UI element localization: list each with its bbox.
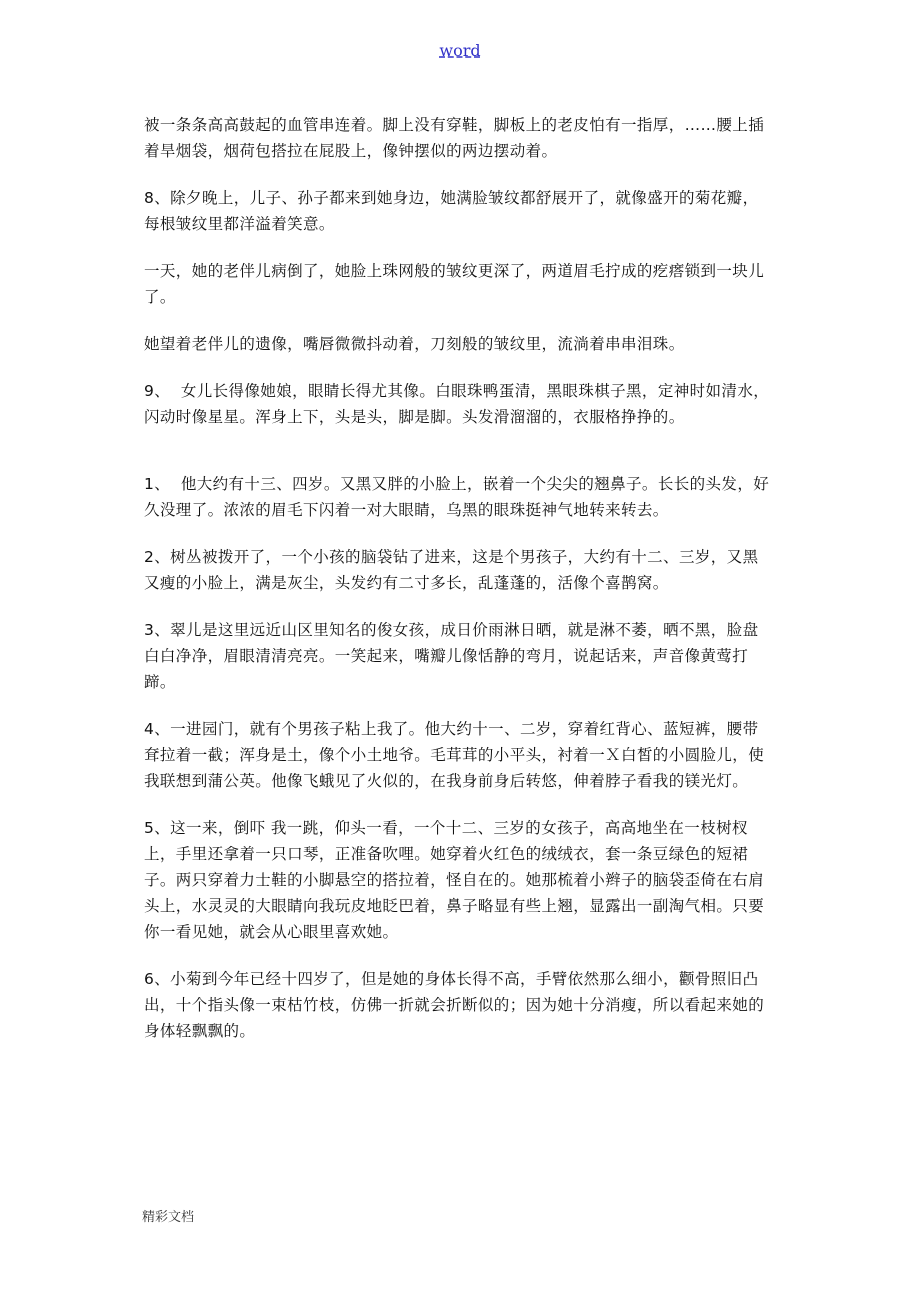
paragraph: 6、小菊到今年已经十四岁了，但是她的身体长得不高，手臂依然那么细小，颧骨照旧凸出，十个指头像一束枯竹枝，仿佛一折就会折断似的；因为她十分消瘦，所以看起来她的身体轻飘飘的。 [144, 970, 765, 1040]
document-body [144, 112, 774, 1065]
paragraph: 5、这一来，倒吓 我一跳，仰头一看，一个十二、三岁的女孩子，高高地坐在一枝树杈上，手里还拿着一只口琴，正准备吹哩。她穿着火红色的绒绒衣，套一条豆绿色的短裙子。两只穿着力士鞋的小脚悬空的搭拉着，怪自在的。她那梳着小辫子的脑袋歪倚在右肩头上，水灵灵的大眼睛向我玩皮地眨巴着，鼻子略显有些上翘，显露出一副淘气相。只要你一看见她，就会从心眼里喜欢她。 [144, 819, 765, 941]
paragraph: 4、一进园门，就有个男孩子粘上我了。他大约十一、二岁，穿着红背心、蓝短裤，腰带耷拉着一截；浑身是土，像个小土地爷。毛茸茸的小平头，衬着一Ｘ白皙的小圆脸儿，使我联想到蒲公英。他像飞蛾见了火似的，在我身前身后转悠，伸着脖子看我的镁光灯。 [144, 720, 765, 790]
paragraph: 9、 女儿长得像她娘，眼睛长得尤其像。白眼珠鸭蛋清，黑眼珠棋子黑，定神时如清水，闪动时像星星。浑身上下，头是头，脚是脚。头发滑溜溜的，衣服格挣挣的。 [144, 382, 770, 426]
paragraph: 被一条条高高鼓起的血管串连着。脚上没有穿鞋，脚板上的老皮怕有一指厚，……腰上插着旱烟袋，烟荷包搭拉在屁股上，像钟摆似的两边摆动着。 [144, 116, 765, 160]
paragraph: 2、树丛被拨开了，一个小孩的脑袋钻了进来，这是个男孩子，大约有十二、三岁，又黑又瘦的小脸上，满是灰尘，头发约有二寸多长，乱蓬蓬的，活像个喜鹊窝。 [144, 548, 759, 592]
paragraph: 1、 他大约有十三、四岁。又黑又胖的小脸上，嵌着一个尖尖的翘鼻子。长长的头发，好久没理了。浓浓的眉毛下闪着一对大眼睛，乌黑的眼珠挺神气地转来转去。 [144, 475, 770, 519]
paragraph: 一天，她的老伴儿病倒了，她脸上珠网般的皱纹更深了，两道眉毛拧成的疙瘩锁到一块儿了。 [144, 262, 765, 306]
header-word-link[interactable]: word [439, 41, 481, 60]
paragraph: 3、翠儿是这里远近山区里知名的俊女孩，成日价雨淋日晒，就是淋不萎，晒不黑，脸盘白白净净，眉眼清清亮亮。一笑起来，嘴瓣儿像恬静的弯月，说起话来，声音像黄莺打蹄。 [144, 621, 759, 691]
paragraph: 她望着老伴儿的遗像，嘴唇微微抖动着，刀刻般的皱纹里，流淌着串串泪珠。 [144, 335, 685, 353]
paragraph: 8、除夕晚上，儿子、孙子都来到她身边，她满脸皱纹都舒展开了，就像盛开的菊花瓣，每根皱纹里都洋溢着笑意。 [144, 189, 759, 233]
page-header [0, 40, 920, 62]
page-footer: 精彩文档 [142, 1210, 195, 1225]
